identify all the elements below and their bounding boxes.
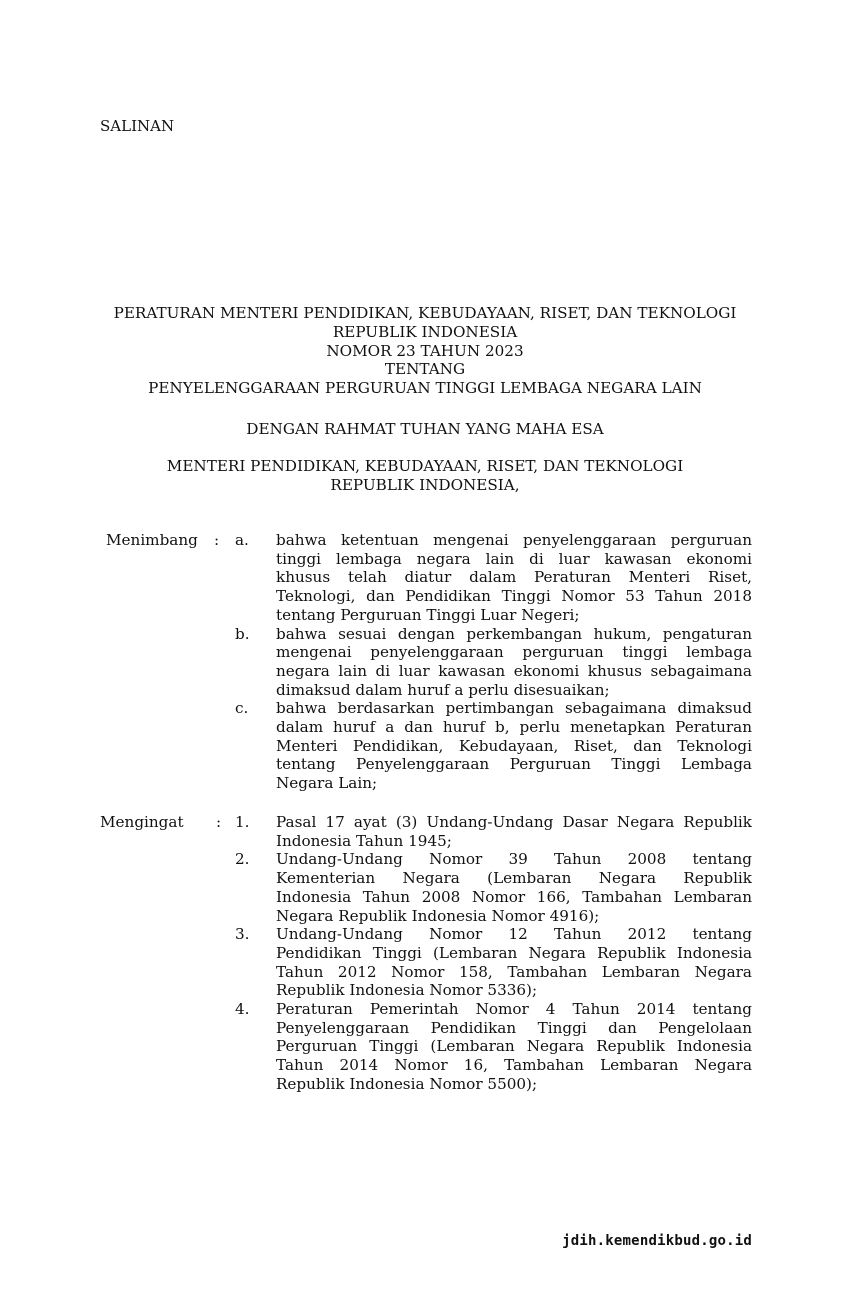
mengingat-item — [0, 925, 850, 1000]
menimbang-colon: : — [214, 531, 220, 549]
mengingat-item-marker: 1. — [235, 813, 250, 831]
text-line: Negara Republik Indonesia Nomor 4916); — [276, 906, 600, 925]
menteri-line-1: MENTERI PENDIDIKAN, KEBUDAYAAN, RISET, DAN TEKNOLOGI — [166, 456, 684, 475]
text-line: Republik Indonesia Nomor 5336); — [276, 981, 538, 1000]
title-line-5: PENYELENGGARAAN PERGURUAN TINGGI LEMBAGA NEGARA LAIN — [148, 379, 702, 398]
menimbang-section — [0, 531, 850, 793]
text-line: negara lain di luar kawasan ekonomi khusus sebagaimana — [276, 661, 752, 680]
menimbang-item-marker: b. — [235, 624, 250, 643]
text-line: Indonesia Tahun 1945; — [276, 831, 452, 850]
text-line: dimaksud dalam huruf a perlu disesuaikan; — [276, 680, 610, 699]
mengingat-colon: : — [216, 813, 222, 831]
mengingat-section — [0, 813, 850, 1094]
menimbang-item — [0, 625, 850, 700]
text-line: Peraturan Pemerintah Nomor 4 Tahun 2014 tentang — [276, 1000, 752, 1019]
mengingat-item-text — [276, 1000, 752, 1094]
text-line: tentang Perguruan Tinggi Luar Negeri; — [276, 605, 580, 624]
mengingat-label: Mengingat — [100, 813, 184, 831]
menteri-line-2: REPUBLIK INDONESIA, — [330, 475, 520, 494]
text-line: khusus telah diatur dalam Peraturan Menteri Riset, — [276, 568, 752, 587]
text-line: Penyelenggaraan Pendidikan Tinggi dan Pengelolaan — [276, 1018, 752, 1037]
text-line: Undang-Undang Nomor 39 Tahun 2008 tentang — [276, 850, 752, 869]
mengingat-item — [0, 1000, 850, 1094]
menimbang-label: Menimbang — [106, 531, 198, 549]
title-line-4: TENTANG — [384, 360, 466, 379]
text-line: Pasal 17 ayat (3) Undang-Undang Dasar Negara Republik — [276, 813, 752, 831]
mengingat-item — [0, 850, 850, 925]
text-line: bahwa ketentuan mengenai penyelenggaraan perguruan — [276, 531, 752, 549]
text-line: Kementerian Negara (Lembaran Negara Republik — [276, 869, 752, 888]
menimbang-item-marker: c. — [235, 699, 249, 718]
text-line: tentang Penyelenggaraan Perguruan Tinggi Lembaga — [276, 755, 752, 774]
footer-website: jdih.kemendikbud.go.id — [562, 1233, 752, 1249]
text-line: Indonesia Tahun 2008 Nomor 166, Tambahan Lembaran — [276, 887, 752, 906]
title-line-2: REPUBLIK INDONESIA — [332, 322, 518, 341]
mengingat-item — [0, 813, 850, 850]
text-line: Undang-Undang Nomor 12 Tahun 2012 tentang — [276, 925, 752, 944]
rahmat-line: DENGAN RAHMAT TUHAN YANG MAHA ESA — [246, 419, 604, 438]
menimbang-item — [0, 531, 850, 625]
mengingat-item-marker: 2. — [235, 850, 250, 869]
text-line: Teknologi, dan Pendidikan Tinggi Nomor 53 Tahun 2018 — [276, 587, 752, 606]
mengingat-item-marker: 3. — [235, 925, 250, 944]
text-line: bahwa berdasarkan pertimbangan sebagaimana dimaksud — [276, 699, 752, 718]
text-line: Menteri Pendidikan, Kebudayaan, Riset, dan Teknologi — [276, 736, 752, 755]
mengingat-item-text — [276, 850, 752, 925]
title-line-3: NOMOR 23 TAHUN 2023 — [326, 341, 524, 360]
text-line: tinggi lembaga negara lain di luar kawasan ekonomi — [276, 549, 752, 568]
text-line: mengenai penyelenggaraan perguruan tinggi lembaga — [276, 643, 752, 662]
salinan-label: SALINAN — [100, 117, 175, 135]
regulation-title — [98, 304, 752, 494]
title-line-1: PERATURAN MENTERI PENDIDIKAN, KEBUDAYAAN, RISET, DAN TEKNOLOGI — [113, 304, 737, 322]
text-line: Negara Lain; — [276, 774, 378, 793]
menimbang-item-text — [276, 531, 752, 625]
text-line: Pendidikan Tinggi (Lembaran Negara Republik Indonesia — [276, 943, 752, 962]
menimbang-item — [0, 699, 850, 793]
menimbang-item-text — [276, 699, 752, 793]
text-line: dalam huruf a dan huruf b, perlu menetapkan Peraturan — [276, 718, 752, 737]
menimbang-item-text — [276, 625, 752, 700]
text-line: Perguruan Tinggi (Lembaran Negara Republik Indonesia — [276, 1037, 752, 1056]
text-line: Republik Indonesia Nomor 5500); — [276, 1074, 538, 1093]
menimbang-item-marker: a. — [235, 531, 249, 549]
text-line: bahwa sesuai dengan perkembangan hukum, pengaturan — [276, 624, 752, 643]
text-line: Tahun 2014 Nomor 16, Tambahan Lembaran Negara — [276, 1056, 752, 1075]
mengingat-item-marker: 4. — [235, 1000, 250, 1019]
mengingat-item-text — [276, 813, 752, 850]
mengingat-item-text — [276, 925, 752, 1000]
text-line: Tahun 2012 Nomor 158, Tambahan Lembaran Negara — [276, 962, 752, 981]
